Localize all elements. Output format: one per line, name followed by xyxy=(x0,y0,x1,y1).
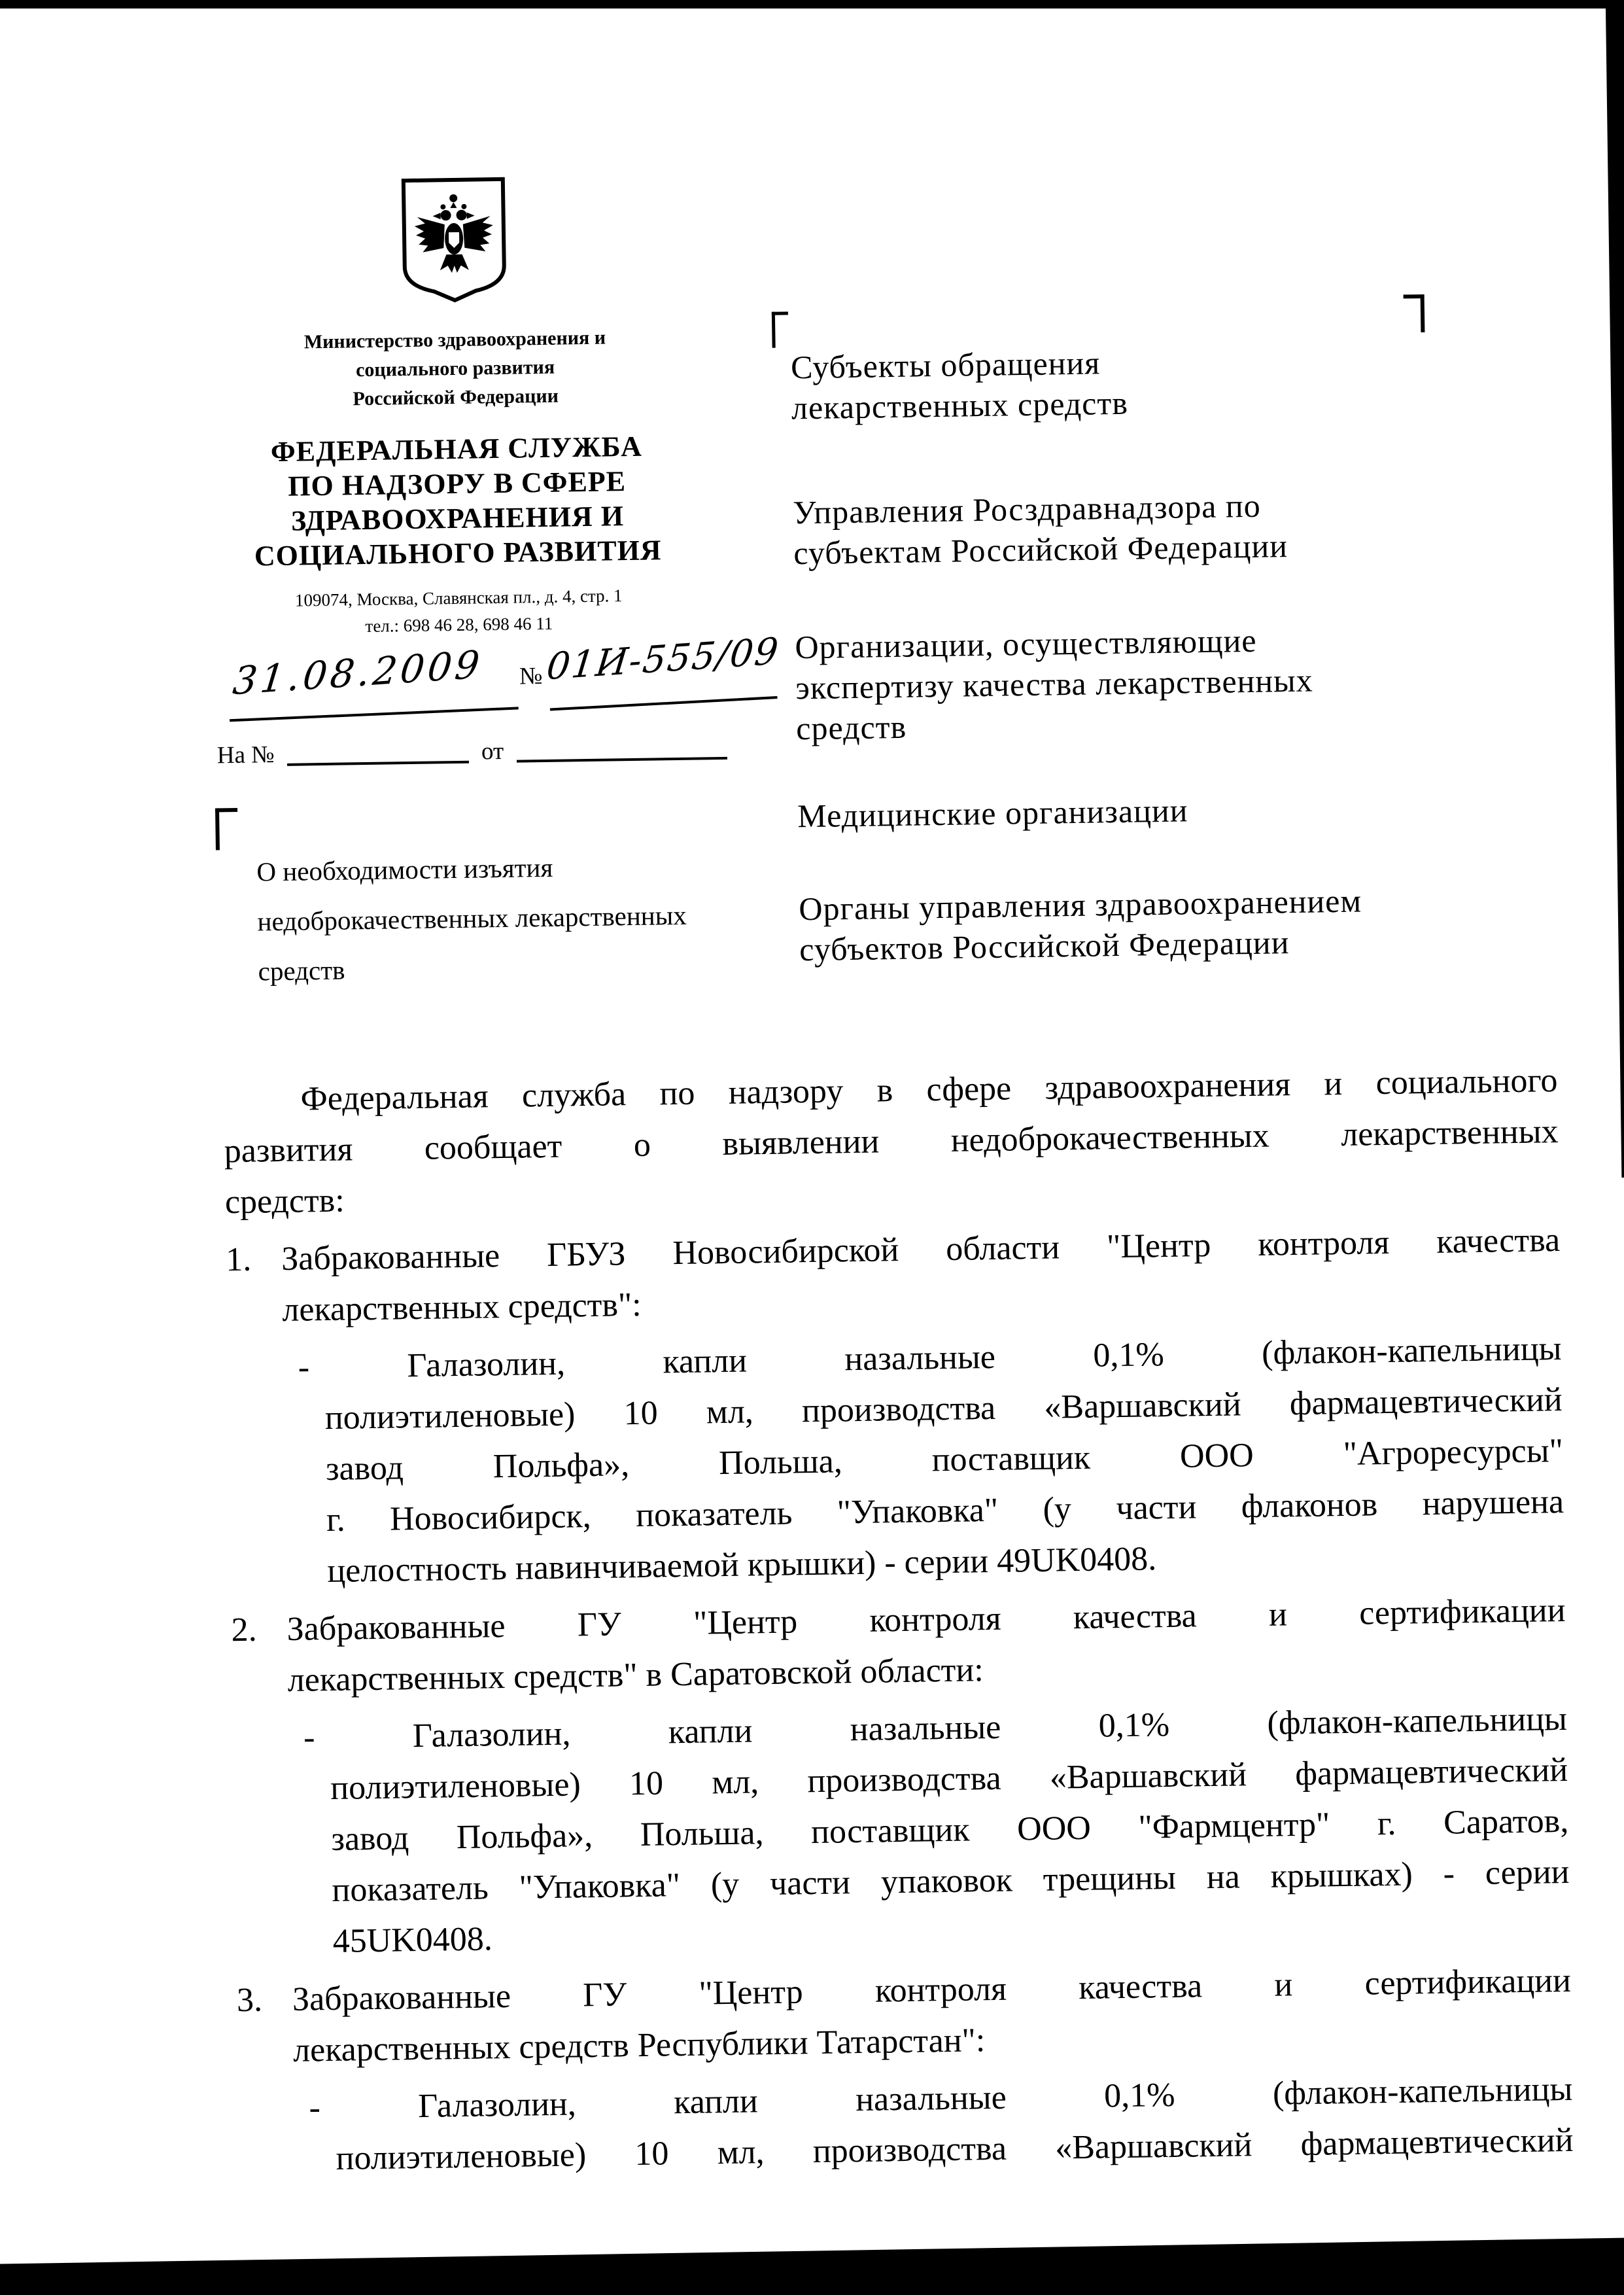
federal-service-name xyxy=(219,429,696,574)
recipient-line: субъектов Российской Федерации xyxy=(799,924,1290,968)
subject-line: средств xyxy=(258,955,345,987)
drug-entry-line: - Галазолин, капли назальные 0,1% (флакон-капельницы xyxy=(303,1700,1568,1757)
service-line: ПО НАДЗОРУ В СФЕРЕ xyxy=(287,465,627,502)
recipient-line: экспертизу качества лекарственных xyxy=(795,661,1314,707)
recipients-column xyxy=(791,337,1462,970)
recipient-line: Органы управления здравоохранением xyxy=(798,882,1362,928)
recipient-line: Организации, осуществляющие xyxy=(795,622,1257,666)
list-item-2 xyxy=(231,1585,1570,1969)
recipient-block xyxy=(791,337,1454,428)
recipient-line: средств xyxy=(795,708,907,747)
item-number: 1. xyxy=(225,1240,252,1279)
service-line: ФЕДЕРАЛЬНАЯ СЛУЖБА xyxy=(270,430,643,468)
recipient-line: Субъекты обращения xyxy=(790,344,1101,386)
scan-artifact-top-edge xyxy=(0,0,1624,9)
recipient-line: субъектам Российской Федерации xyxy=(793,527,1288,572)
service-line: СОЦИАЛЬНОГО РАЗВИТИЯ xyxy=(254,534,662,572)
ref-date-blank xyxy=(517,757,727,763)
item-heading-line: лекарственных средств": xyxy=(281,1286,642,1329)
body-line: развития сообщает о выявлении недоброкачественных лекарственных xyxy=(224,1113,1559,1170)
drug-entry-line: - Галазолин, капли назальные 0,1% (флакон-капельницы xyxy=(298,1330,1562,1386)
drug-entry-line: г. Новосибирск, показатель "Упаковка" (у части флаконов нарушена xyxy=(326,1482,1564,1539)
ministry-name xyxy=(232,323,678,415)
corner-mark-recipients-right xyxy=(1404,294,1425,332)
ref-no-label: На № xyxy=(216,741,275,769)
date-underline xyxy=(230,707,519,722)
phone-line: тел.: 698 46 28, 698 46 11 xyxy=(365,613,553,637)
corner-mark-subject xyxy=(215,808,238,850)
drug-entry-line: завод Польфа», Польша, поставщик ООО "Агроресурсы" xyxy=(325,1432,1564,1488)
recipient-block xyxy=(795,617,1459,748)
drug-entry xyxy=(227,1323,1565,1598)
ministry-line: социального развития xyxy=(355,356,555,381)
item-heading-line: 1. Забракованные ГБУЗ Новосибирской области "Центр контроля качества xyxy=(226,1215,1561,1286)
ref-from-label: от xyxy=(481,737,504,765)
drug-entry-line: полиэтиленовые) 10 мл, производства «Варшавский фармацевтический xyxy=(336,2121,1574,2177)
list-item-1 xyxy=(226,1215,1565,1598)
drug-entry-line: завод Польфа», Польша, поставщик ООО "Фармцентр" г. Саратов, xyxy=(330,1802,1569,1859)
number-underline xyxy=(550,696,778,711)
recipient-block xyxy=(793,482,1456,573)
recipient-line: Управления Росздравнадзора по xyxy=(792,487,1262,531)
recipient-block xyxy=(799,879,1462,970)
body-line: средств: xyxy=(224,1182,345,1221)
reference-line xyxy=(216,734,733,770)
subject-line: О необходимости изъятия xyxy=(256,852,553,887)
drug-entry xyxy=(238,2064,1574,2186)
ref-number-blank xyxy=(287,761,469,766)
coat-of-arms-icon xyxy=(397,173,511,307)
service-line: ЗДРАВООХРАНЕНИЯ И xyxy=(290,500,625,537)
drug-entry xyxy=(233,1694,1571,1969)
recipient-line: лекарственных средств xyxy=(791,384,1129,427)
body-line: Федеральная служба по надзору в сфере здравоохранения и социального xyxy=(300,1062,1558,1118)
ministry-line: Российской Федерации xyxy=(353,385,559,410)
drug-entry-line: 45UK0408. xyxy=(332,1920,493,1960)
subject-line: недоброкачественных лекарственных xyxy=(257,900,687,937)
ministry-line: Министерство здравоохранения и xyxy=(303,326,606,353)
list-item-3 xyxy=(236,1955,1574,2186)
recipient-line: Медицинские организации xyxy=(797,792,1188,835)
item-number: 2. xyxy=(231,1611,258,1649)
item-heading-line: 3. Забракованные ГУ "Центр контроля качества и сертификации xyxy=(236,1955,1571,2026)
address-line: 109074, Москва, Славянская пл., д. 4, стр. 1 xyxy=(294,586,623,610)
drug-entry-line: - Галазолин, капли назальные 0,1% (флакон-капельницы xyxy=(309,2070,1573,2127)
address-block xyxy=(221,582,697,642)
item-heading-line: 2. Забракованные ГУ "Центр контроля качества и сертификации xyxy=(231,1585,1566,1656)
letter-body xyxy=(223,1055,1574,2186)
corner-mark-recipients-left xyxy=(772,311,789,347)
item-heading-line: лекарственных средств" в Саратовской области: xyxy=(287,1651,984,1699)
recipient-block xyxy=(797,786,1460,836)
intro-paragraph xyxy=(223,1055,1559,1228)
outgoing-date-handwritten: 31.08.2009 xyxy=(230,642,485,704)
number-sign: № xyxy=(519,663,543,690)
item-number: 3. xyxy=(236,1981,263,2020)
subject-text xyxy=(256,839,801,996)
drug-entry-line: полиэтиленовые) 10 мл, производства «Варшавский фармацевтический xyxy=(330,1751,1568,1808)
outgoing-number-handwritten: 01И-555/09 xyxy=(544,630,782,689)
item-heading-line: лекарственных средств Республики Татарстан": xyxy=(292,2022,986,2069)
drug-entry-line: показатель "Упаковка" (у части упаковок трещины на крышках) - серии xyxy=(332,1853,1570,1909)
drug-entry-line: полиэтиленовые) 10 мл, производства «Варшавский фармацевтический xyxy=(324,1381,1563,1437)
drug-entry-line: целостность навинчиваемой крышки) - серии 49UK0408. xyxy=(326,1540,1157,1590)
